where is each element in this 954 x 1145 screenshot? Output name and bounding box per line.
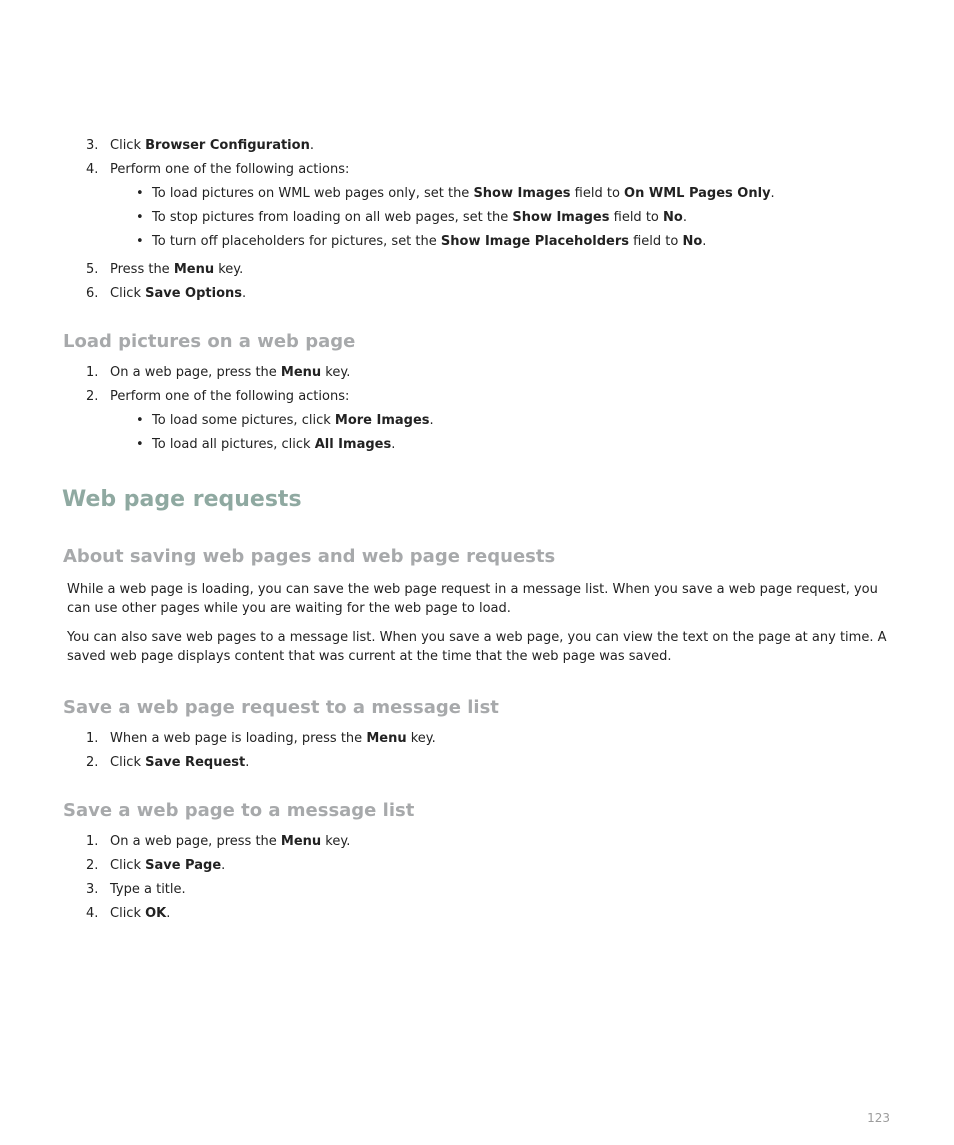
about-saving-paragraph-2: You can also save web pages to a message list. When you save a web page, you can view the text on the page at any time. A saved web page displays content that was current at the time that the web page was saved. <box>67 630 887 664</box>
list-item: 5. Press the Menu key. <box>86 262 244 277</box>
load-pictures-heading: Load pictures on a web page <box>63 331 356 352</box>
list-item: • To turn off placeholders for pictures, set the Show Image Placeholders field to No. <box>136 234 707 249</box>
list-item: 1. On a web page, press the Menu key. <box>86 834 351 849</box>
page-number: 123 <box>867 1111 890 1125</box>
list-item: 6. Click Save Options. <box>86 286 247 301</box>
list-item: 4. Perform one of the following actions: • To load pictures on WML web pages only, set the Show Images field to On WML Pages Only. • To stop pictures from loading on all web pages, set the Show Images field to No. • To turn off placeholders for pictures, set the Show Image Placeholders field to No. <box>86 161 906 251</box>
list-item: • To stop pictures from loading on all web pages, set the Show Images field to No. <box>136 210 687 225</box>
list-item: 2. Click Save Page. <box>86 858 226 873</box>
list-item: 3. Click Browser Configuration. <box>86 138 314 153</box>
save-request-heading: Save a web page request to a message list <box>63 697 499 718</box>
list-item: 1. When a web page is loading, press the Menu key. <box>86 731 436 746</box>
list-item: 3. Type a title. <box>86 882 186 897</box>
save-request-steps <box>86 730 906 778</box>
list-item: 1. On a web page, press the Menu key. <box>86 365 351 380</box>
list-item: 2. Perform one of the following actions: • To load some pictures, click More Images. • To load all pictures, click All Images. <box>86 388 906 454</box>
options-steps-list-b <box>86 261 906 309</box>
actions-bullet-list <box>110 185 906 251</box>
about-saving-paragraph-1: While a web page is loading, you can save the web page request in a message list. When you save a web page request, you can use other pages while you are waiting for the web page to load. <box>67 582 878 616</box>
list-item: • To load all pictures, click All Images. <box>136 437 396 452</box>
list-item: 2. Click Save Request. <box>86 755 250 770</box>
list-item: 4. Click OK. <box>86 906 171 921</box>
list-item: • To load pictures on WML web pages only, set the Show Images field to On WML Pages Only. <box>136 186 775 201</box>
options-steps-list <box>86 137 906 257</box>
list-item: • To load some pictures, click More Images. <box>136 413 434 428</box>
web-page-requests-heading: Web page requests <box>62 487 302 512</box>
load-pictures-steps <box>86 364 906 460</box>
load-pictures-bullets <box>110 412 906 454</box>
about-saving-heading: About saving web pages and web page requests <box>63 546 556 567</box>
save-page-steps <box>86 833 906 929</box>
save-page-heading: Save a web page to a message list <box>63 800 415 821</box>
